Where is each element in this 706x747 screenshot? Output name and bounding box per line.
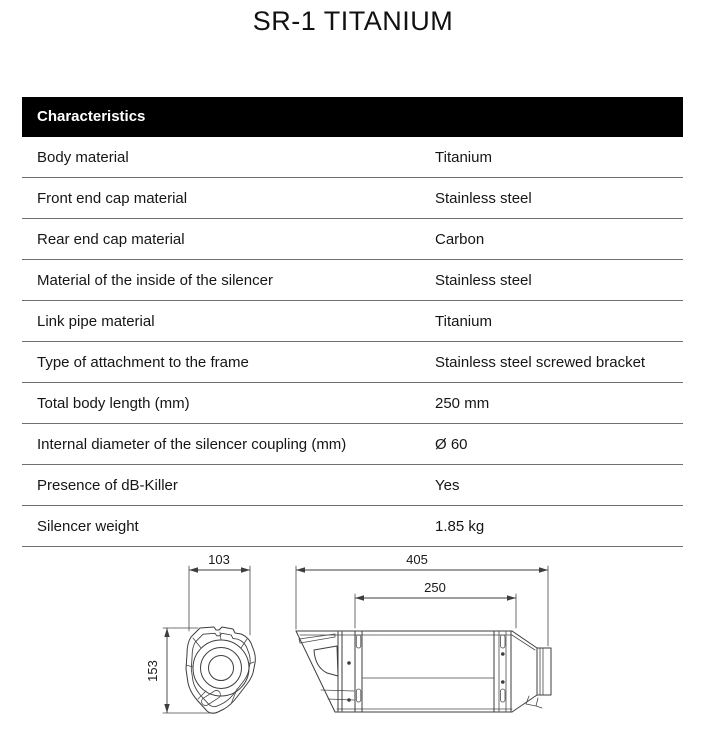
- spec-label: Type of attachment to the frame: [37, 353, 249, 371]
- table-row: [22, 465, 683, 506]
- spec-label: Material of the inside of the silencer: [37, 271, 273, 289]
- spec-value: 1.85 kg: [435, 517, 485, 535]
- table-header-label: Characteristics: [37, 108, 146, 125]
- spec-value: Stainless steel: [435, 271, 532, 289]
- dimension-label-front-height: 153: [145, 660, 160, 682]
- spec-value: Stainless steel: [435, 189, 532, 207]
- page-title: SR-1 TITANIUM: [252, 6, 454, 36]
- spec-value: 250 mm: [435, 394, 490, 412]
- table-row: [22, 219, 683, 260]
- spec-label: Presence of dB-Killer: [37, 476, 178, 494]
- spec-label: Internal diameter of the silencer coupling (mm): [37, 435, 347, 453]
- spec-value: Ø 60: [435, 435, 468, 453]
- rear-clamp-band: [494, 631, 511, 712]
- front-cap-window: [314, 646, 338, 676]
- dimension-front-width: [189, 552, 250, 635]
- table-row: [22, 424, 683, 465]
- silencer-front-view: [186, 627, 255, 713]
- front-clamp-band: [347, 631, 362, 712]
- table-row: [22, 178, 683, 219]
- spec-value: Stainless steel screwed bracket: [435, 353, 646, 371]
- table-row: [22, 506, 683, 547]
- spec-label: Silencer weight: [37, 517, 139, 535]
- dimension-sleeve-length: [355, 580, 516, 628]
- spec-label: Front end cap material: [37, 189, 188, 207]
- technical-drawing: [138, 547, 600, 747]
- spec-label: Link pipe material: [37, 312, 155, 330]
- front-view-slot: [200, 689, 222, 707]
- spec-value: Titanium: [435, 148, 492, 166]
- spec-label: Total body length (mm): [37, 394, 190, 412]
- dimension-label-front-width: 103: [208, 552, 230, 567]
- spec-label: Rear end cap material: [37, 230, 185, 248]
- rear-outlet: [512, 631, 551, 712]
- dimension-overall-length: [296, 552, 548, 646]
- table-row: [22, 260, 683, 301]
- spec-label: Body material: [37, 148, 129, 166]
- dimension-label-overall-length: 405: [406, 552, 428, 567]
- spec-value: Carbon: [435, 230, 485, 248]
- dimension-label-sleeve-length: 250: [424, 580, 446, 595]
- table-row: [22, 342, 683, 383]
- table-row: [22, 383, 683, 424]
- spring-hook: [526, 696, 542, 708]
- table-row: [22, 137, 683, 178]
- spec-value: Titanium: [435, 312, 492, 330]
- spec-value: Yes: [435, 476, 460, 494]
- table-row: [22, 301, 683, 342]
- silencer-side-view: [296, 631, 551, 712]
- table-header-bar: [22, 97, 683, 137]
- characteristics-table: [22, 97, 683, 547]
